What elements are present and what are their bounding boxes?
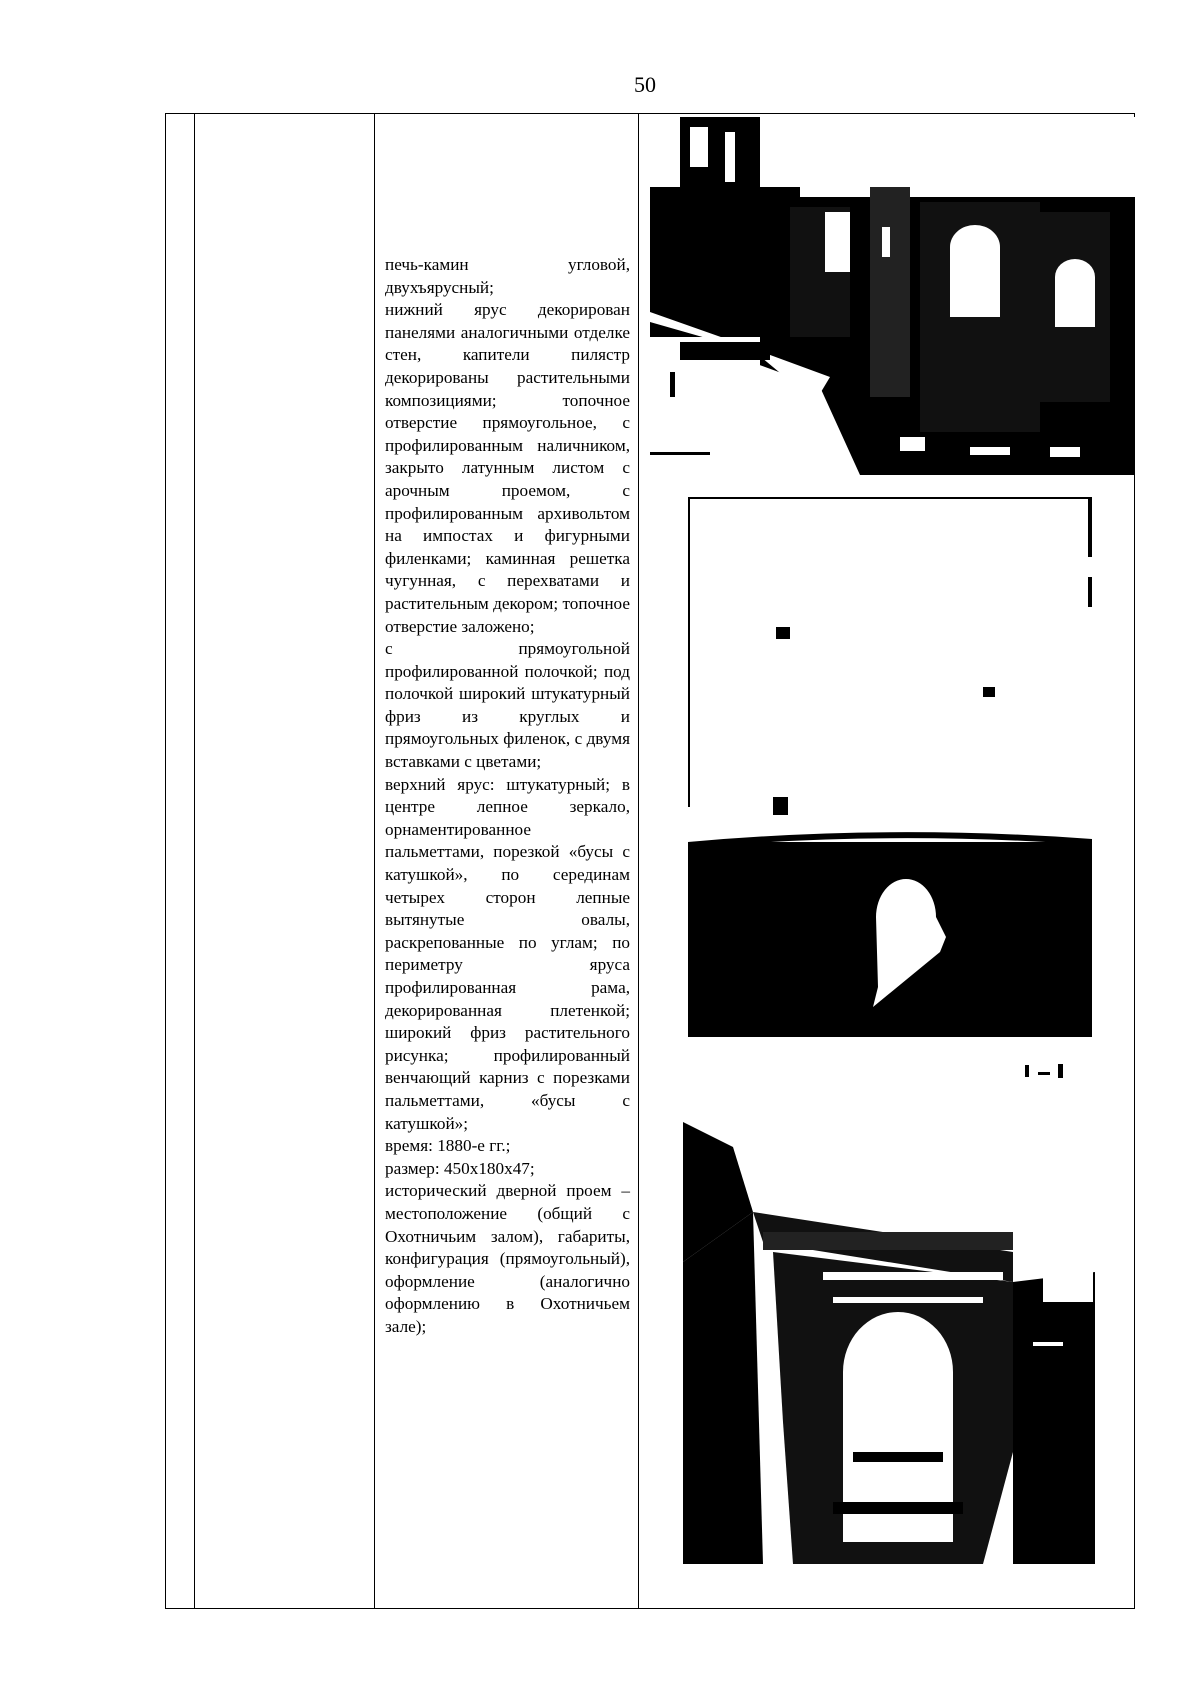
page-number: 50 (634, 72, 656, 97)
description-text (375, 114, 638, 1339)
table-cell-object (195, 114, 375, 1609)
description-paragraph: нижний ярус декорирован панелями аналогичными отделке стен, капители пилястр декорированы растительными композициями; топочное отверстие прямоугольное, с профилированным наличником, закрыто латунным листом с арочным проемом, с профилированным архивольтом на импостах и фигурными филенками; каминная решетка чугунная, с перехватами и растительным декором; топочное отверстие заложено; (385, 300, 630, 636)
table-cell-description (375, 114, 639, 1609)
scan-artifact (1020, 1062, 1070, 1080)
description-paragraph: время: 1880-е гг.; (385, 1136, 511, 1156)
historic-doorway-photo (683, 1122, 1095, 1564)
description-paragraph: с прямоугольной профилированной полочкой; под полочкой широкий штукатурный фриз из круглых и прямоугольных филенок, с двумя вставками с цветами; (385, 639, 630, 772)
description-paragraph: исторический дверной проем – местоположение (общий с Охотничьим залом), габариты, конфигурация (прямоугольный), оформление (аналогично оформлению в Охотничьем зале); (385, 1181, 630, 1336)
table-cell-number (166, 114, 195, 1609)
fireplace-opening-photo (688, 497, 1092, 1037)
description-paragraph: печь-камин угловой, двухъярусный; (385, 255, 630, 297)
description-paragraph: размер: 450х180х47; (385, 1158, 535, 1178)
fireplace-interior-photo (650, 117, 1135, 475)
description-paragraph: верхний ярус: штукатурный; в центре лепное зеркало, орнаментированное пальметтами, порезкой «бусы с катушкой», по серединам четырех сторон лепные вытянутые овалы, раскрепованные по углам; по периметру яруса профилированная рама, декорированная плетенкой; широкий фриз растительного рисунка; профилированный венчающий карниз с порезками пальметтами, «бусы с катушкой»; (385, 774, 630, 1133)
